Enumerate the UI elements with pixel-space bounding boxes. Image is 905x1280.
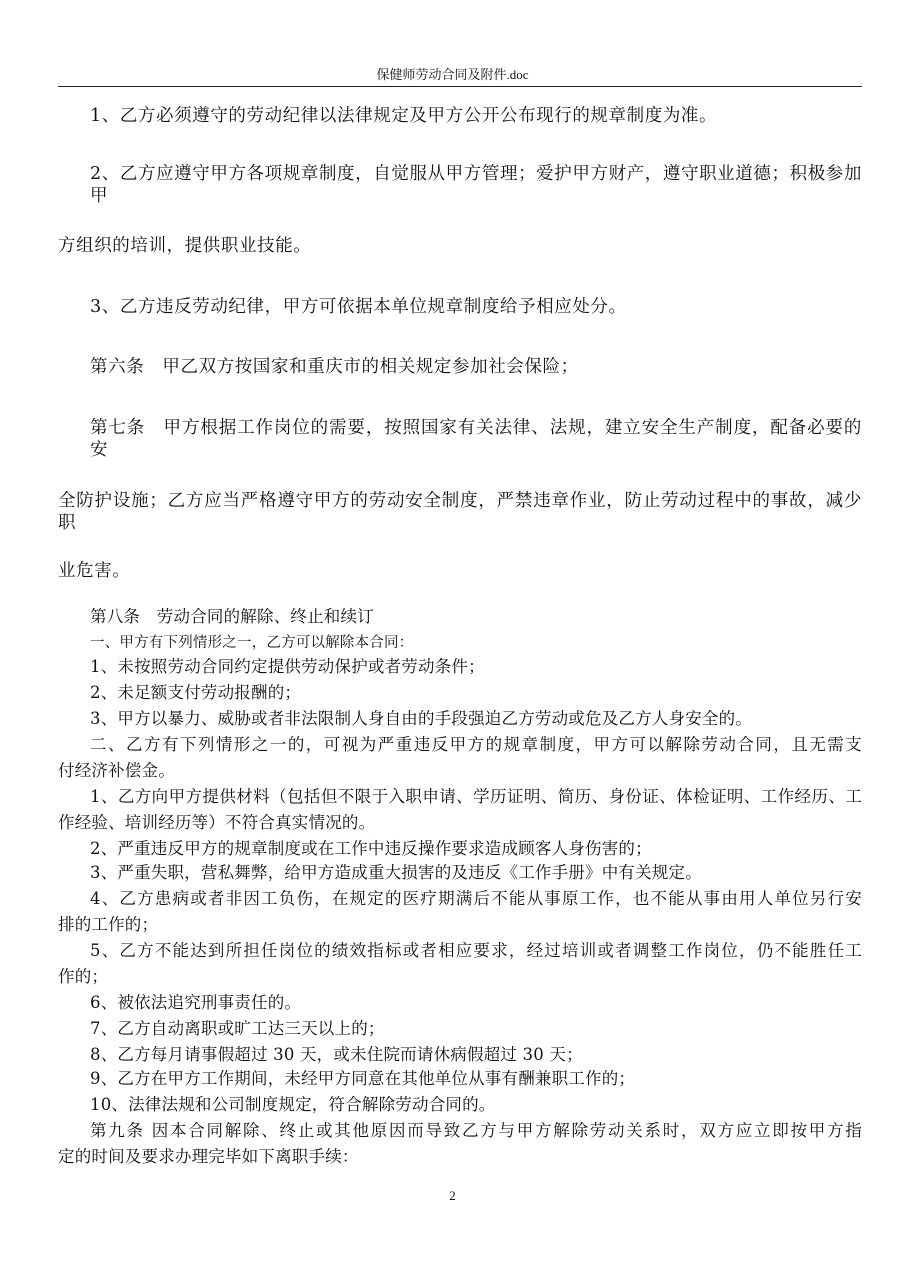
paragraph-line: 方组织的培训，提供职业技能。: [58, 236, 312, 256]
list-item: 1、未按照劳动合同约定提供劳动保护或者劳动条件；: [90, 657, 485, 676]
list-item: 6、被依法追究刑事责任的。: [90, 993, 302, 1012]
paragraph-line: 全防护设施；乙方应当严格遵守甲方的劳动安全制度，严禁违章作业，防止劳动过程中的事故，减少职: [58, 491, 862, 533]
header-divider: [58, 86, 862, 87]
paragraph-line: 付经济补偿金。: [58, 761, 175, 780]
list-item: 7、乙方自动离职或旷工达三天以上的；: [90, 1019, 385, 1038]
paragraph-line: 3、乙方违反劳动纪律，甲方可依据本单位规章制度给予相应处分。: [90, 297, 627, 317]
list-item: 2、未足额支付劳动报酬的；: [90, 683, 302, 702]
paragraph-line: 业危害。: [58, 561, 131, 581]
paragraph-line: 排的工作的；: [58, 915, 159, 934]
list-item: 1、乙方向甲方提供材料（包括但不限于入职申请、学历证明、简历、身份证、体检证明、工作经历、工: [90, 787, 862, 806]
paragraph-line: 作的；: [58, 967, 109, 986]
document-header-title: 保健师劳动合同及附件.doc: [376, 67, 529, 82]
article-7: 第七条 甲方根据工作岗位的需要，按照国家有关法律、法规，建立安全生产制度，配备必要的安: [90, 418, 862, 460]
paragraph-line: 2、乙方应遵守甲方各项规章制度，自觉服从甲方管理；爱护甲方财产，遵守职业道德；积极参加甲: [90, 164, 862, 206]
article-9: 第九条 因本合同解除、终止或其他原因而导致乙方与甲方解除劳动关系时，双方应立即按甲方指: [90, 1121, 862, 1140]
paragraph-line: 二、乙方有下列情形之一的，可视为严重违反甲方的规章制度，甲方可以解除劳动合同，且无需支: [90, 735, 862, 754]
paragraph-line: 1、乙方必须遵守的劳动纪律以法律规定及甲方公开公布现行的规章制度为准。: [90, 106, 718, 126]
list-item: 3、严重失职，营私舞弊，给甲方造成重大损害的及违反《工作手册》中有关规定。: [90, 863, 702, 882]
article-6: 第六条 甲乙双方按国家和重庆市的相关规定参加社会保险；: [90, 357, 579, 377]
list-item: 10、法律法规和公司制度规定，符合解除劳动合同的。: [90, 1095, 496, 1114]
list-item: 8、乙方每月请事假超过 30 天，或未住院而请休病假超过 30 天；: [90, 1045, 583, 1064]
list-item: 5、乙方不能达到所担任岗位的绩效指标或者相应要求，经过培训或者调整工作岗位，仍不能胜任工: [90, 941, 862, 960]
list-item: 9、乙方在甲方工作期间，未经甲方同意在其他单位从事有酬兼职工作的；: [90, 1069, 636, 1088]
list-item: 2、严重违反甲方的规章制度或在工作中违反操作要求造成顾客人身伤害的；: [90, 839, 652, 858]
paragraph-line: 定的时间及要求办理完毕如下离职手续：: [58, 1147, 359, 1166]
page-number: 2: [449, 1188, 456, 1203]
list-item: 4、乙方患病或者非因工负伤，在规定的医疗期满后不能从事原工作，也不能从事由用人单位另行安: [90, 889, 862, 908]
paragraph-line: 一、甲方有下列情形之一，乙方可以解除本合同：: [90, 635, 414, 651]
article-8-heading: 第八条 劳动合同的解除、终止和续订: [90, 607, 374, 626]
paragraph-line: 作经验、培训经历等）不符合真实情况的。: [58, 813, 376, 832]
list-item: 3、甲方以暴力、威胁或者非法限制人身自由的手段强迫乙方劳动或危及乙方人身安全的。: [90, 709, 752, 728]
